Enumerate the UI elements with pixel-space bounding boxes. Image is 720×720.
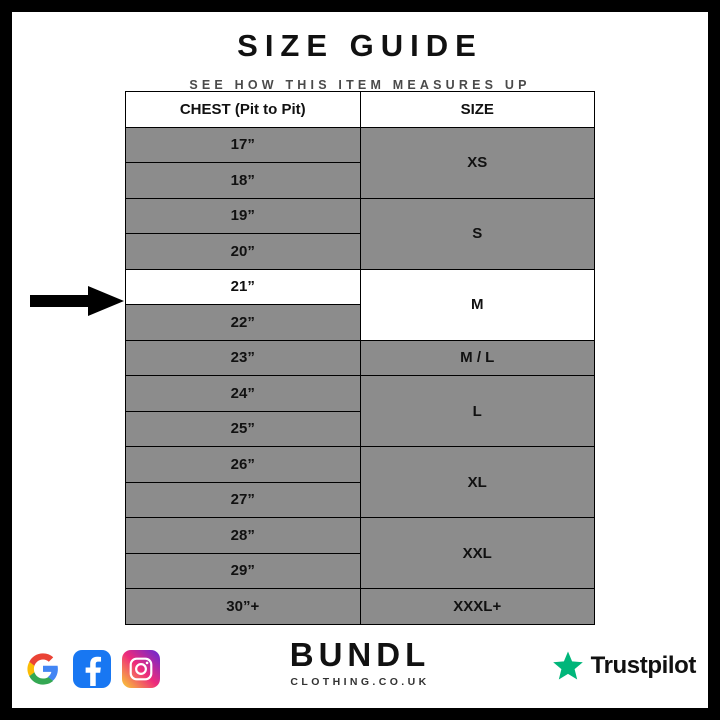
size-cell: XXL (360, 518, 595, 589)
chest-cell-selected: 21” (126, 269, 361, 305)
column-header-size: SIZE (360, 92, 595, 128)
table-row (126, 447, 595, 483)
size-cell: XS (360, 127, 595, 198)
size-cell: XXXL+ (360, 589, 595, 625)
brand-name: BUNDL (289, 636, 431, 673)
chest-cell: 27” (126, 482, 361, 518)
column-header-chest: CHEST (Pit to Pit) (126, 92, 361, 128)
table-row (126, 340, 595, 376)
table-row-highlighted (126, 269, 595, 305)
size-table-wrapper (125, 91, 595, 625)
chest-cell: 20” (126, 234, 361, 270)
chest-cell: 28” (126, 518, 361, 554)
chest-cell: 17” (126, 127, 361, 163)
size-cell: M / L (360, 340, 595, 376)
chest-cell: 18” (126, 163, 361, 199)
right-arrow-icon (30, 284, 126, 318)
chest-cell: 30”+ (126, 589, 361, 625)
chest-cell: 24” (126, 376, 361, 412)
chest-cell: 26” (126, 447, 361, 483)
size-guide-card (12, 12, 708, 708)
chest-cell: 23” (126, 340, 361, 376)
size-cell: XL (360, 447, 595, 518)
page-title: SIZE GUIDE (237, 28, 483, 63)
table-row (126, 518, 595, 554)
table-row (126, 376, 595, 412)
footer (12, 630, 708, 694)
chest-cell: 25” (126, 411, 361, 447)
trustpilot-badge[interactable] (552, 650, 696, 682)
size-cell: L (360, 376, 595, 447)
table-row (126, 198, 595, 234)
size-cell-selected: M (360, 269, 595, 340)
chest-cell: 19” (126, 198, 361, 234)
trustpilot-label: Trustpilot (590, 652, 696, 679)
table-row (126, 127, 595, 163)
table-header-row (126, 92, 595, 128)
chest-cell: 29” (126, 553, 361, 589)
chest-cell: 22” (126, 305, 361, 341)
size-cell: S (360, 198, 595, 269)
size-table (125, 91, 595, 625)
table-row (126, 589, 595, 625)
size-table-body (126, 92, 595, 625)
brand-website: CLOTHING.CO.UK (290, 676, 430, 688)
trustpilot-star-icon (552, 650, 584, 682)
page-subtitle: SEE HOW THIS ITEM MEASURES UP (189, 78, 531, 92)
